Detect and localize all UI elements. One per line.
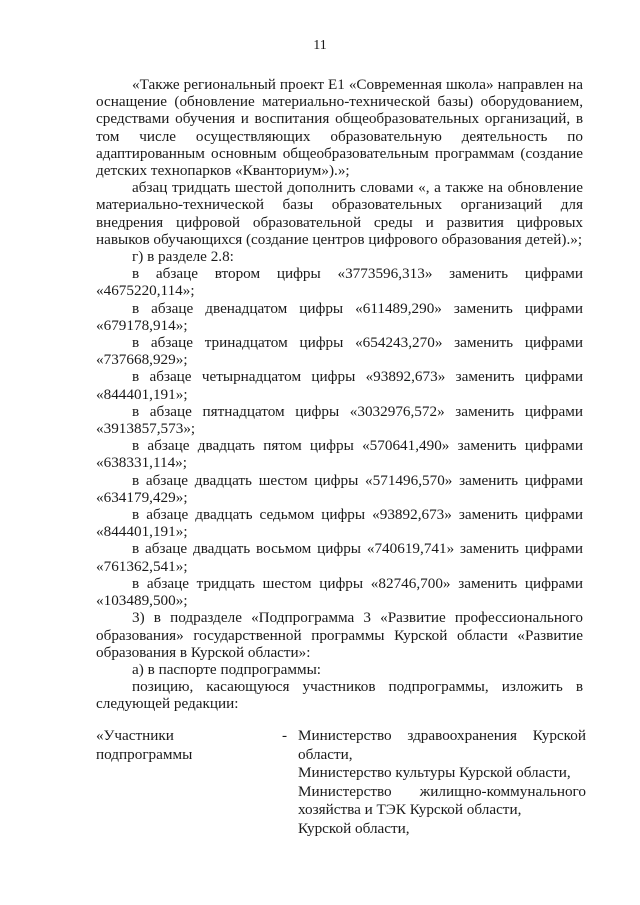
amendment-text: в абзаце двенадцатом цифры «611489,290» заменить цифрами <box>132 299 583 317</box>
paragraph-subprogram-3: 3) в подразделе «Подпрограмма 3 «Развитие профессионального образования» государственной программы Курской области «Развитие образования в Курской области»: <box>96 609 583 661</box>
amendment-value: «844401,191»; <box>96 385 188 403</box>
amendment-text: в абзаце двадцать восьмом цифры «740619,741» заменить цифрами <box>132 540 583 558</box>
amendment-text: в абзаце четырнадцатом цифры «93892,673» заменить цифрами <box>132 368 583 386</box>
amendment-value: «4675220,114»; <box>96 282 195 300</box>
amendment-value: «638331,114»; <box>96 454 187 472</box>
table-dash: - <box>282 727 288 744</box>
participants-list <box>298 727 586 838</box>
page-number: 11 <box>313 38 327 53</box>
participants-label-line: «Участники <box>96 727 174 744</box>
participant-entry: Курской области, <box>298 819 410 837</box>
participants-label-line: подпрограммы <box>96 745 193 763</box>
amendment-value: «844401,191»; <box>96 523 188 541</box>
amendment-value: «3913857,573»; <box>96 420 196 438</box>
paragraph-regional-project: «Также региональный проект E1 «Современная школа» направлен на оснащение (обновление материально-технической базы) оборудованием, средствами обучения и воспитания общеобразовательных организаций, в том числе осуществляющих образовательную деятельность по адаптированным основным общеобразовательным программам (создание детских технопарков «Кванториум»).»; <box>96 76 583 180</box>
amendment-text: в абзаце двадцать шестом цифры «571496,570» заменить цифрами <box>132 471 583 489</box>
amendment-text: в абзаце двадцать седьмом цифры «93892,673» заменить цифрами <box>132 506 583 524</box>
participants-label <box>96 727 282 838</box>
participant-entry: Министерство жилищно-коммунального хозяйства и ТЭК Курской области, <box>298 782 586 818</box>
participants-table <box>96 727 586 838</box>
amendment-value: «634179,429»; <box>96 488 188 506</box>
amendment-value: «737668,929»; <box>96 351 188 369</box>
paragraph-participants-position: позицию, касающуюся участников подпрограммы, изложить в следующей редакции: <box>96 678 583 713</box>
participant-entry: Министерство здравоохранения Курской области, <box>298 727 586 763</box>
amendment-text: в абзаце втором цифры «3773596,313» заменить цифрами <box>132 265 583 283</box>
amendment-text: в абзаце двадцать пятом цифры «570641,490» заменить цифрами <box>132 437 583 455</box>
amendment-value: «679178,914»; <box>96 316 188 334</box>
paragraph-abzac-36: абзац тридцать шестой дополнить словами «, а также на обновление материально-технической базы образовательных организаций для внедрения цифровой образовательной среды и развития цифровых навыков обучающихся (создание центров цифрового образования детей).»; <box>96 179 583 248</box>
paragraph-section-2-8: г) в разделе 2.8: <box>132 248 234 266</box>
document-body <box>96 76 583 713</box>
paragraph-passport: а) в паспорте подпрограммы: <box>132 660 321 678</box>
amendment-text: в абзаце пятнадцатом цифры «3032976,572» заменить цифрами <box>132 402 583 420</box>
amendment-value: «103489,500»; <box>96 592 188 610</box>
amendment-text: в абзаце тринадцатом цифры «654243,270» заменить цифрами <box>132 334 583 352</box>
amendment-value: «761362,541»; <box>96 557 188 575</box>
amendment-text: в абзаце тридцать шестом цифры «82746,700» заменить цифрами <box>132 574 583 592</box>
participant-entry: Министерство культуры Курской области, <box>298 764 571 781</box>
